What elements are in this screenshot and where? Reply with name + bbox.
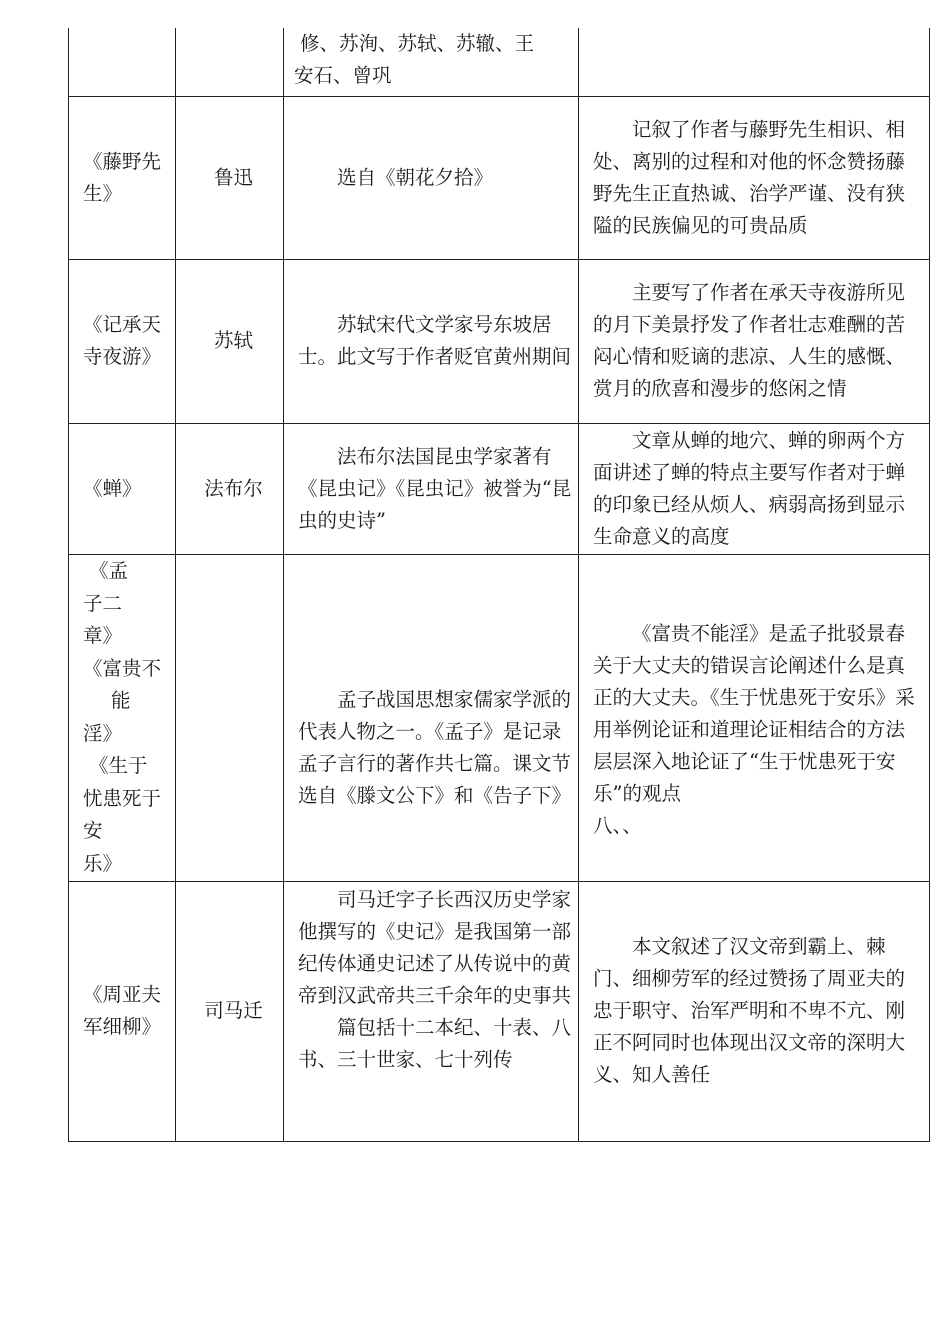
author-cell: 苏轼 (176, 259, 284, 423)
info-text: 选自《朝花夕拾》 (337, 165, 494, 189)
info-text: 孟子战国思想家儒家学派的代表人物之一。《孟子》是记录孟子言行的著作共七篇。课文节选自《滕文公下》和《告子下》 (298, 687, 572, 807)
info-cell (284, 96, 579, 259)
info-line: 修、苏洵、苏轼、苏辙、王 (300, 32, 535, 55)
table-row (69, 423, 930, 554)
summary-tail: 八、、 (593, 813, 642, 837)
summary-text: 本文叙述了汉文帝到霸上、棘门、细柳劳军的经过赞扬了周亚夫的忠于职守、治军严明和不卑不亢、刚正不阿同时也体现出汉文帝的深明大义、知人善任 (593, 935, 906, 1086)
info-text: 司马迁字子长西汉历史学家他撰写的《史记》是我国第一部纪传体通史记述了从传说中的黄帝到汉武帝共三千余年的史事共 (298, 887, 572, 1007)
title-line: 忧患死于 (83, 786, 162, 810)
info-cell (284, 554, 579, 881)
summary-text: 文章从蝉的地穴、蝉的卵两个方面讲述了蝉的特点主要写作者对于蝉的印象已经从烦人、病弱高扬到显示生命意义的高度 (593, 428, 906, 548)
summary-cell (579, 881, 930, 1141)
title-cell (69, 28, 176, 96)
info-tail: 篇包括十二本纪、十表、八书、三十世家、七十列传 (298, 1015, 572, 1071)
author-cell: 鲁迅 (176, 96, 284, 259)
title-line: 《孟 (89, 559, 129, 582)
author-cell (176, 554, 284, 881)
author-cell: 司马迁 (176, 881, 284, 1141)
summary-cell (579, 96, 930, 259)
title-line: 安 (83, 819, 103, 842)
table-row (69, 554, 930, 881)
summary-text: 主要写了作者在承天寺夜游所见的月下美景抒发了作者壮志难酬的苦闷心情和贬谪的悲凉、人生的感慨、赏月的欣喜和漫步的悠闲之情 (593, 281, 906, 400)
title-cell: 《蝉》 (69, 423, 176, 554)
info-text: 苏轼宋代文学家号东坡居士。此文写于作者贬官黄州期间 (298, 313, 572, 368)
info-line: 安石、曾巩 (294, 64, 392, 87)
title-line: 子二 (83, 591, 123, 615)
title-cell: 《记承天寺夜游》 (69, 259, 176, 423)
table-row (69, 259, 930, 423)
title-cell: 《周亚夫军细柳》 (69, 881, 176, 1141)
title-line: 《生于 (89, 754, 148, 777)
literature-table (68, 28, 930, 1142)
summary-cell (579, 554, 930, 881)
info-cell (284, 423, 579, 554)
title-line: 《富贵不 (83, 656, 162, 680)
table-row (69, 28, 930, 96)
table-row (69, 96, 930, 259)
table-row (69, 881, 930, 1141)
title-line: 淫》 (83, 721, 123, 745)
title-line: 乐》 (83, 851, 123, 875)
title-line: 能 (111, 689, 131, 712)
info-cell (284, 881, 579, 1141)
title-line: 章》 (83, 624, 123, 647)
author-cell: 法布尔 (176, 423, 284, 554)
summary-text: 记叙了作者与藤野先生相识、相处、离别的过程和对他的怀念赞扬藤野先生正直热诚、治学严谨、没有狭隘的民族偏见的可贵品质 (593, 117, 906, 237)
info-cell (284, 28, 579, 96)
title-cell (69, 554, 176, 881)
summary-cell (579, 423, 930, 554)
summary-text: 《富贵不能淫》是孟子批驳景春关于大丈夫的错误言论阐述什么是真正的大丈夫。《生于忧患死于安乐》采用举例论证和道理论证相结合的方法层层深入地论证了“生于忧患死于安乐”的观点 (593, 621, 915, 805)
info-text: 法布尔法国昆虫学家著有《昆虫记》《昆虫记》被誉为“昆虫的史诗” (298, 444, 572, 532)
summary-cell (579, 259, 930, 423)
info-cell (284, 259, 579, 423)
title-cell: 《藤野先生》 (69, 96, 176, 259)
author-cell (176, 28, 284, 96)
summary-cell (579, 28, 930, 96)
